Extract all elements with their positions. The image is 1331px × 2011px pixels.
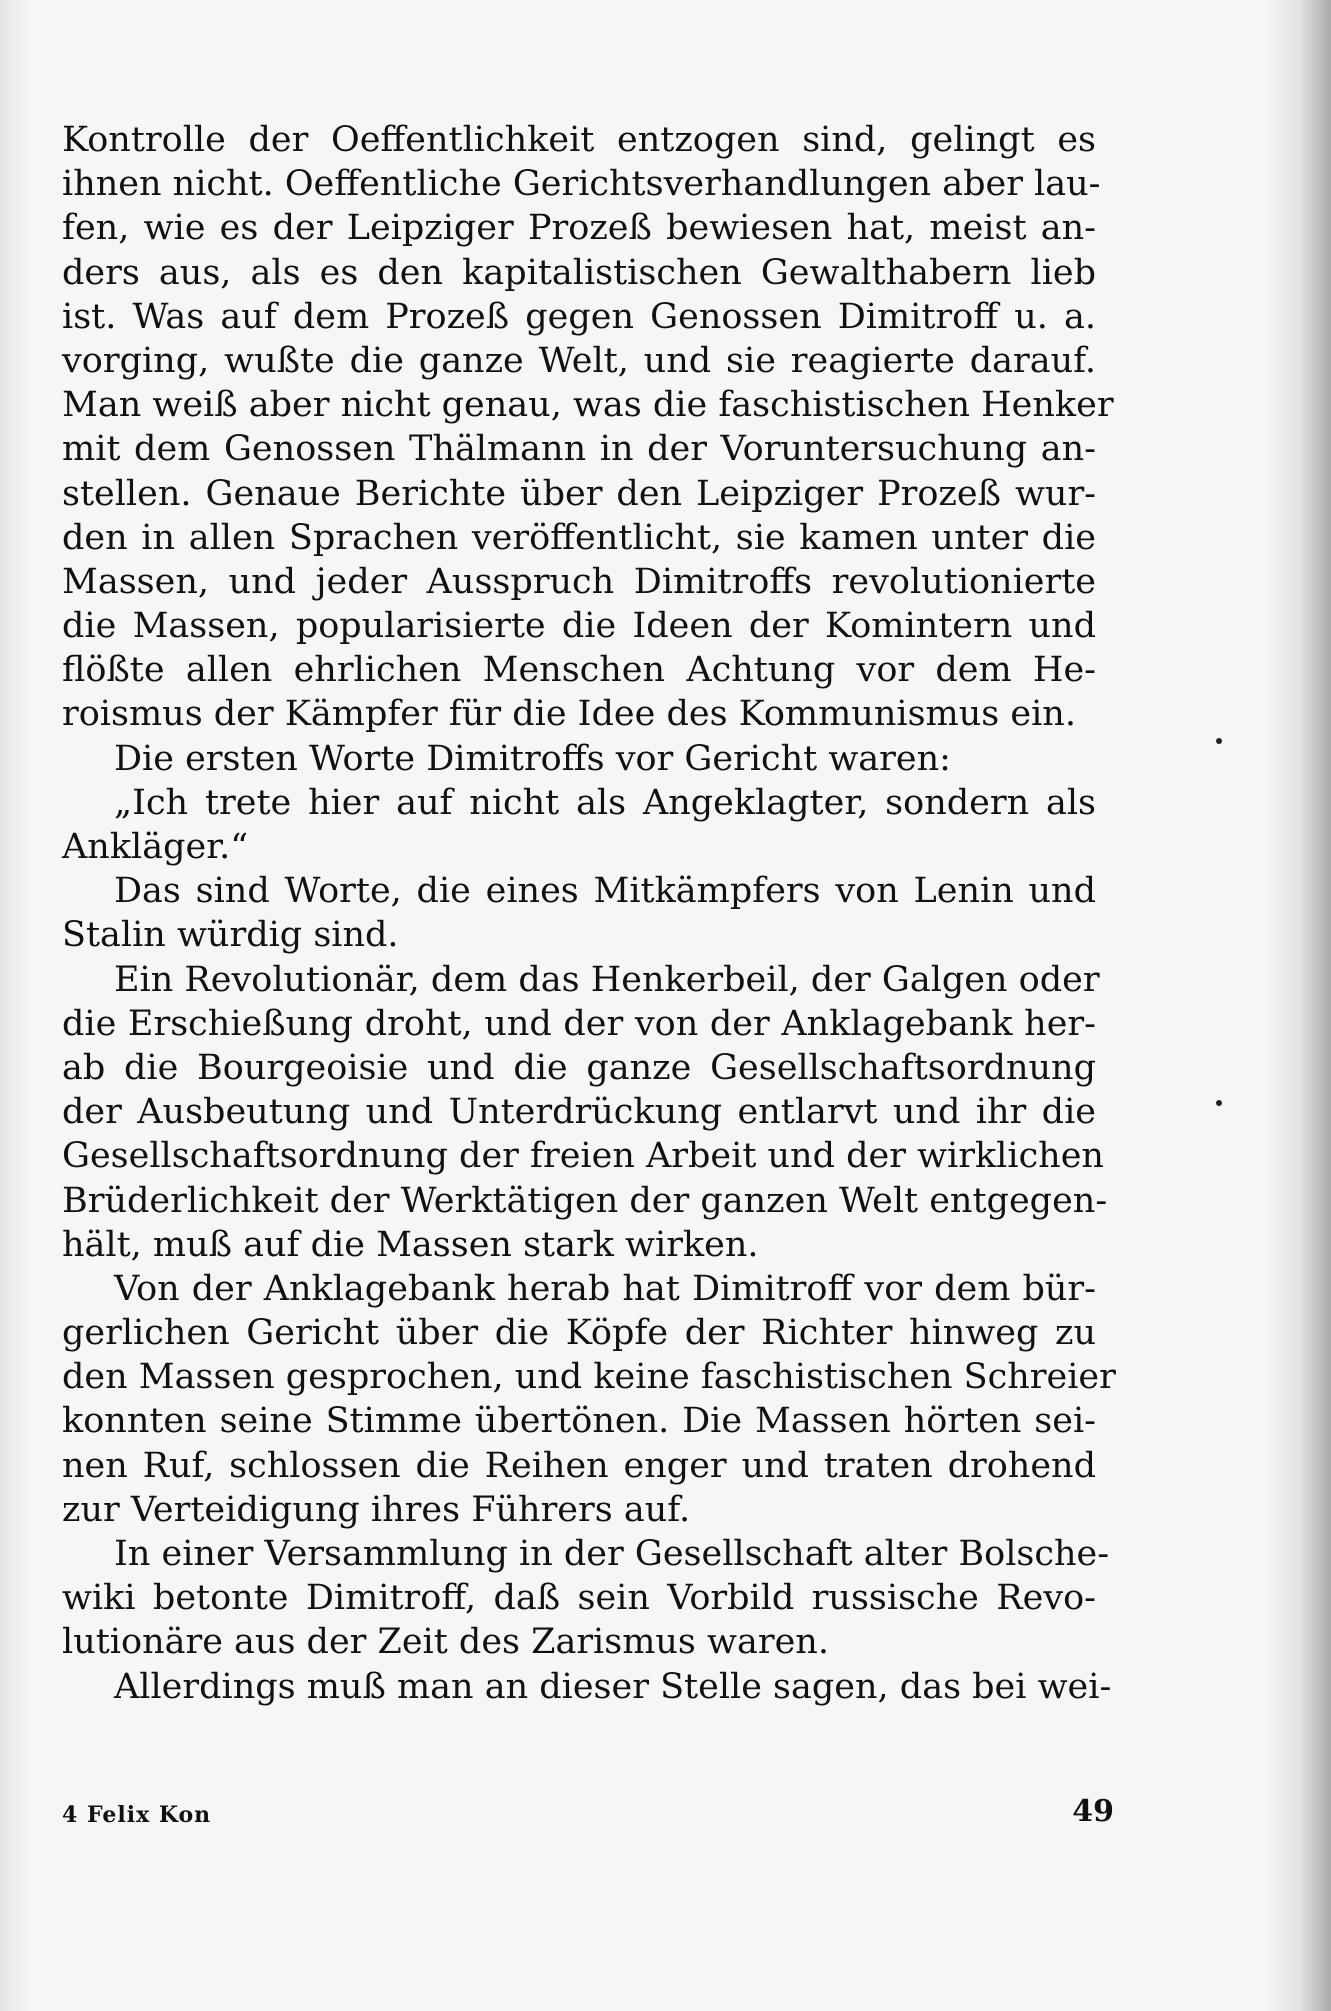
- text-line: vorging, wußte die ganze Welt, und sie reagierte darauf.: [62, 340, 1096, 381]
- text-line: In einer Versammlung in der Gesellschaft alter Bolsche-: [114, 1534, 1110, 1574]
- text-line: Allerdings muß man an dieser Stelle sagen, das bei wei-: [114, 1666, 1112, 1707]
- text-line: Man weiß aber nicht genau, was die faschistischen Henker: [62, 385, 1114, 426]
- print-speck: [1216, 738, 1222, 744]
- text-line: die Massen, popularisierte die Ideen der Komintern und: [62, 606, 1096, 647]
- text-line: roismus der Kämpfer für die Idee des Kommunismus ein.: [62, 694, 1076, 735]
- text-line: Kontrolle der Oeffentlichkeit entzogen sind, gelingt es: [62, 120, 1096, 160]
- text-line: zur Verteidigung ihres Führers auf.: [62, 1489, 691, 1530]
- text-line: Ankläger.“: [62, 827, 249, 867]
- text-line: stellen. Genaue Berichte über den Leipziger Prozeß wur-: [62, 473, 1096, 514]
- footer-signature: 4 Felix Kon: [62, 1802, 212, 1828]
- page-left-shading: [0, 0, 30, 2011]
- text-line: ihnen nicht. Oeffentliche Gerichtsverhandlungen aber lau-: [62, 164, 1101, 205]
- text-line: Ein Revolutionär, dem das Henkerbeil, der Galgen oder: [114, 959, 1100, 1000]
- text-line: Gesellschaftsordnung der freien Arbeit und der wirklichen: [62, 1136, 1104, 1177]
- text-line: ab die Bourgeoisie und die ganze Gesellschaftsordnung: [62, 1047, 1096, 1088]
- text-line: Brüderlichkeit der Werktätigen der ganzen Welt entgegen-: [62, 1180, 1108, 1221]
- text-line: Massen, und jeder Ausspruch Dimitroffs revolutionierte: [62, 561, 1096, 602]
- text-line: fen, wie es der Leipziger Prozeß bewiesen hat, meist an-: [62, 208, 1096, 249]
- text-line: hält, muß auf die Massen stark wirken.: [62, 1224, 759, 1265]
- text-line: ist. Was auf dem Prozeß gegen Genossen Dimitroff u. a.: [62, 296, 1096, 337]
- text-line: Die ersten Worte Dimitroffs vor Gericht waren:: [114, 738, 951, 779]
- text-line: gerlichen Gericht über die Köpfe der Richter hinweg zu: [62, 1313, 1096, 1354]
- text-line: lutionäre aus der Zeit des Zarismus waren.: [62, 1622, 829, 1663]
- text-line: den in allen Sprachen veröffentlicht, sie kamen unter die: [62, 517, 1096, 558]
- text-line: die Erschießung droht, und der von der Anklagebank her-: [62, 1003, 1096, 1044]
- page-number: 49: [1072, 1794, 1114, 1829]
- text-line: wiki betonte Dimitroff, daß sein Vorbild russische Revo-: [62, 1578, 1096, 1619]
- text-line: flößte allen ehrlichen Menschen Achtung vor dem He-: [62, 650, 1096, 691]
- text-line: Von der Anklagebank herab hat Dimitroff vor dem bür-: [114, 1268, 1096, 1309]
- print-speck: [1216, 1100, 1222, 1106]
- page-footer: [62, 1794, 1114, 1834]
- text-line: nen Ruf, schlossen die Reihen enger und traten drohend: [62, 1445, 1096, 1486]
- text-line: ders aus, als es den kapitalistischen Gewalthabern lieb: [62, 252, 1096, 293]
- text-line: mit dem Genossen Thälmann in der Voruntersuchung an-: [62, 429, 1096, 470]
- text-line: Stalin würdig sind.: [62, 915, 399, 956]
- text-line: konnten seine Stimme übertönen. Die Massen hörten sei-: [62, 1401, 1096, 1442]
- text-line: „Ich trete hier auf nicht als Angeklagter, sondern als: [114, 782, 1096, 823]
- body-text: [62, 118, 1116, 1709]
- text-line: den Massen gesprochen, und keine faschistischen Schreier: [62, 1357, 1116, 1398]
- page-right-shading: [1261, 0, 1331, 2011]
- text-line: Das sind Worte, die eines Mitkämpfers von Lenin und: [114, 871, 1096, 912]
- text-line: der Ausbeutung und Unterdrückung entlarvt und ihr die: [62, 1092, 1096, 1133]
